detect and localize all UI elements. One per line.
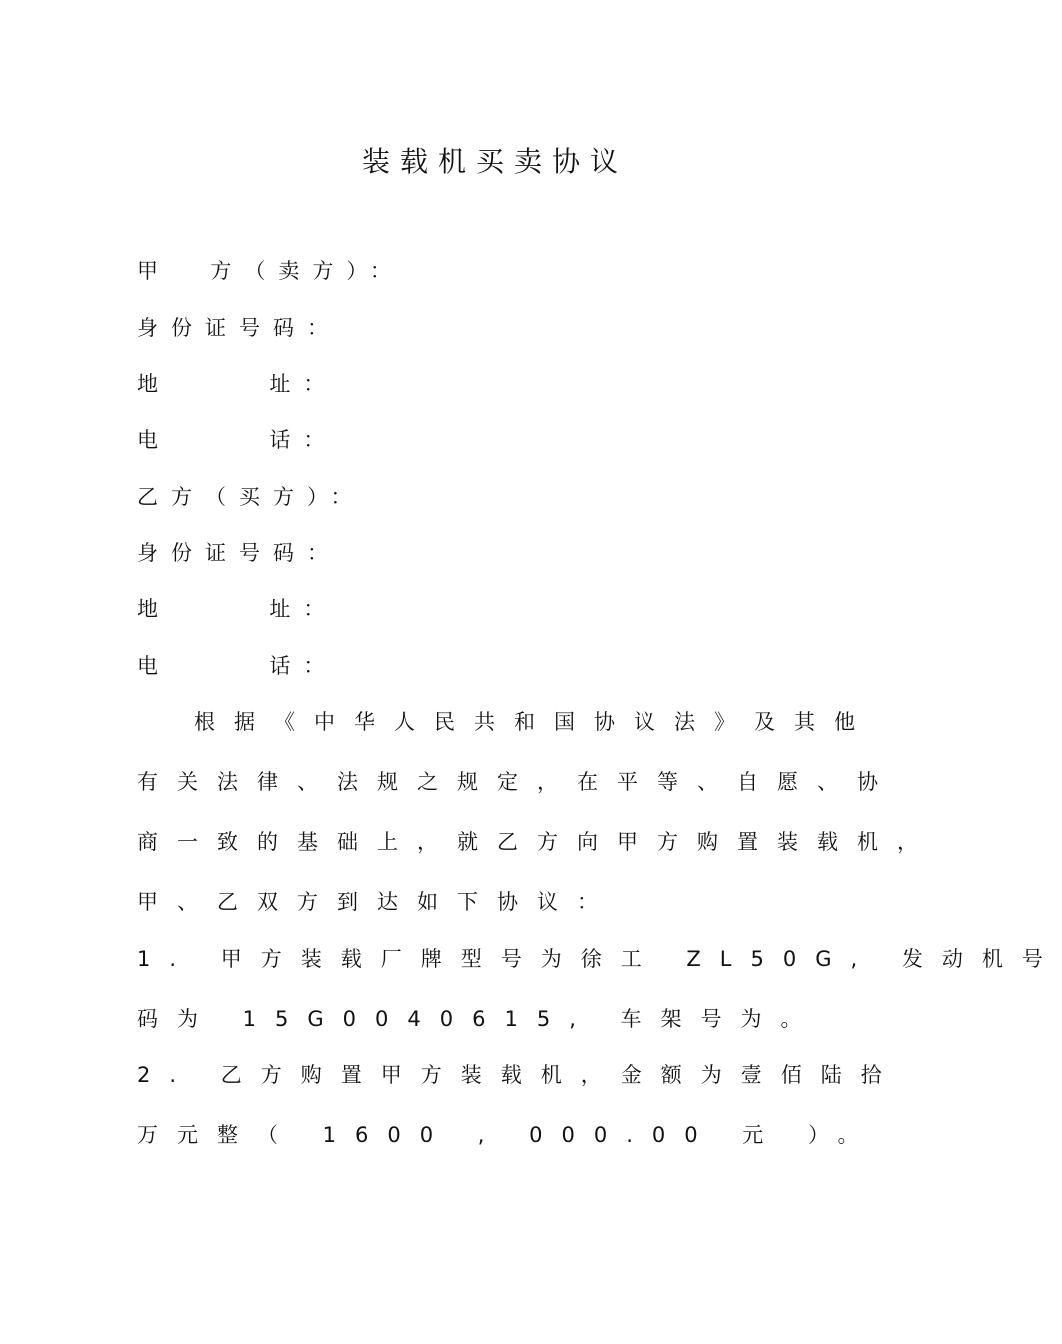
party-a-id-label: 身份证号码： [137,316,341,340]
party-a-heading: 甲 方（卖方）： [137,259,404,283]
intro-line-2: 有关法律、法规之规定，在平等、自愿、协 [137,770,897,794]
intro-line-1: 根据《中华人民共和国协议法》及其他 [194,710,874,734]
party-b-address-label: 地 址： [137,597,338,621]
party-b-id-label: 身份证号码： [137,541,341,565]
party-b-phone-label: 电 话： [137,654,338,678]
clause-2-line-2: 万元整（ 1600 , 000.00 元 ）。 [137,1123,878,1147]
intro-line-4: 甲、乙双方到达如下协议： [137,890,617,914]
document-title: 装载机买卖协议 [361,145,628,178]
clause-1-line-2: 码为 15G0040615, 车架号为。 [137,1007,821,1031]
party-b-heading: 乙方（买方）： [137,485,365,509]
clause-2-line-1: 2. 乙方购置甲方装载机，金额为壹佰陆拾 [137,1063,901,1087]
intro-line-3: 商一致的基础上，就乙方向甲方购置装载机， [137,830,937,854]
party-a-phone-label: 电 话： [137,428,338,452]
clause-1-line-1: 1. 甲方装载厂牌型号为徐工 ZL50G, 发动机号 [137,947,1062,971]
party-a-address-label: 地 址： [137,372,338,396]
